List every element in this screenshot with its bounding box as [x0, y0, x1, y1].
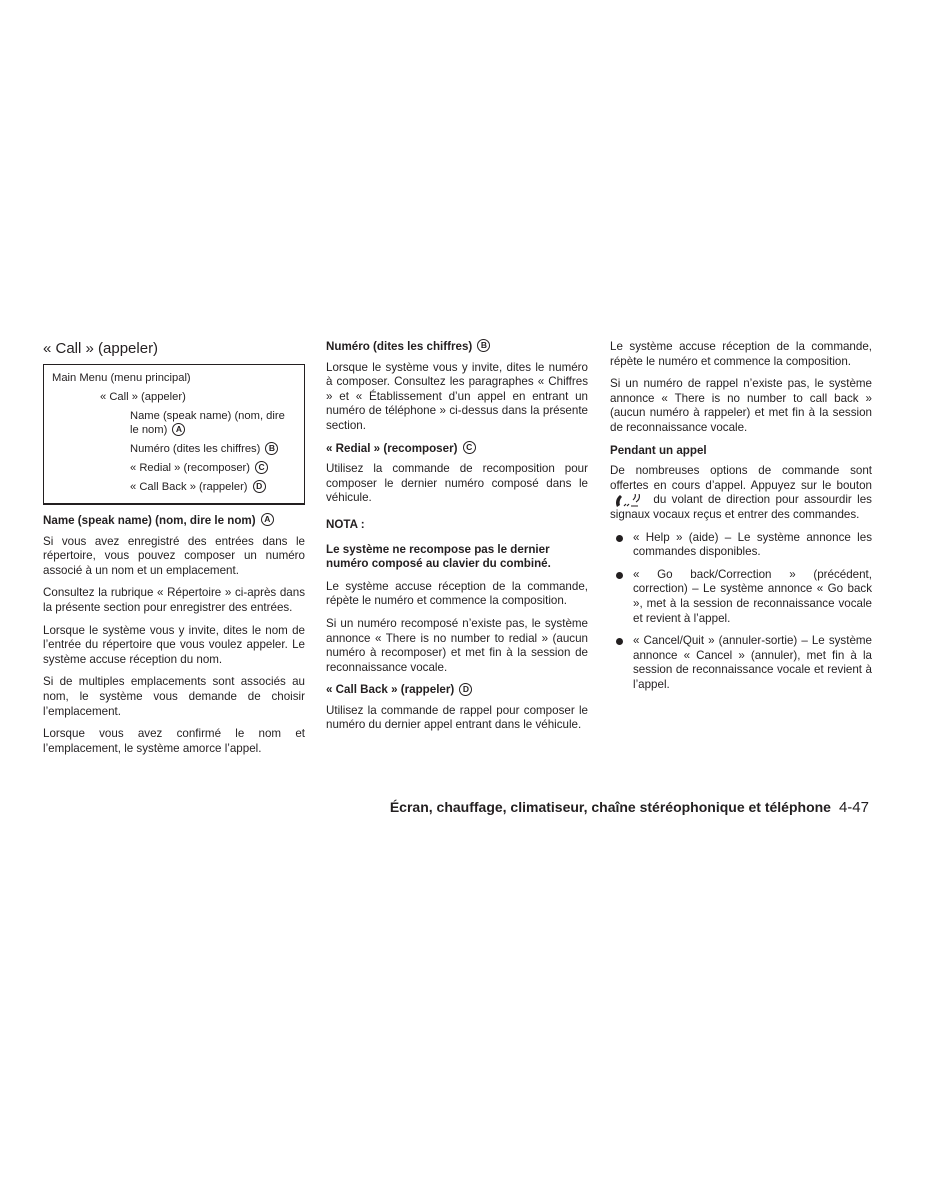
bullet-icon	[616, 572, 623, 579]
menu-item-number-label: Numéro (dites les chiffres)	[130, 443, 261, 455]
redial-heading	[326, 442, 588, 457]
during-call-heading: Pendant un appel	[610, 443, 707, 457]
menu-item-callback	[130, 480, 296, 494]
paragraph-part: du volant de direction pour assourdir les signaux vocaux reçus et entrer des commandes.	[610, 493, 872, 521]
paragraph: Utilisez la commande de rappel pour composer le numéro du dernier appel entrant dans le véhicule.	[326, 703, 588, 732]
page-footer	[390, 799, 869, 816]
section-title: « Call » (appeler)	[43, 340, 159, 357]
paragraph: Si vous avez enregistré des entrées dans le répertoire, vous pouvez composer un numéro associé à un nom et un emplacement.	[43, 534, 305, 577]
nota-heading: NOTA :	[326, 517, 365, 531]
column-2	[326, 340, 588, 741]
menu-item-main: Main Menu (menu principal)	[52, 372, 191, 384]
paragraph: Lorsque vous avez confirmé le nom et l’emplacement, le système amorce l’appel.	[43, 727, 305, 755]
bullet-text: « Cancel/Quit » (annuler-sortie) – Le système annonce « Cancel » (annuler), met fin à la session de reconnaissance vocale et revient à l’appel.	[633, 634, 872, 691]
bullet-item	[610, 531, 872, 560]
name-heading	[43, 514, 305, 529]
marker-a-icon: A	[172, 423, 185, 436]
paragraph-part: De nombreuses options de commande sont offertes en cours d’appel. Appuyez sur le bouton	[610, 464, 872, 492]
paragraph-with-icon	[610, 464, 872, 522]
paragraph: Lorsque le système vous y invite, dites le nom de l’entrée du répertoire que vous voulez appeler. Le système accuse réception du nom.	[43, 623, 305, 666]
paragraph: Si un numéro de rappel n’existe pas, le système annonce « There is no number to call back » (aucun numéro à rappeler) et met fin à la session de reconnaissance vocale.	[610, 377, 872, 434]
paragraph: Utilisez la commande de recomposition pour composer le dernier numéro composé dans le véhicule.	[326, 462, 588, 505]
column-3	[610, 340, 872, 700]
page-number: 4-47	[838, 799, 869, 816]
menu-item-redial	[130, 461, 296, 475]
number-heading	[326, 340, 588, 355]
menu-item-name	[130, 409, 296, 437]
bullet-text: « Go back/Correction » (précédent, correction) – Le système annonce « Go back », met à la session de reconnaissance vocale et revient à l’appel.	[633, 567, 872, 625]
marker-d-icon: D	[253, 480, 266, 493]
marker-b-icon: B	[477, 339, 490, 352]
bullet-text: « Help » (aide) – Le système annonce les commandes disponibles.	[633, 530, 872, 559]
menu-item-number	[130, 442, 296, 456]
menu-item-call: « Call » (appeler)	[100, 391, 186, 403]
redial-heading-text: « Redial » (recomposer)	[326, 441, 458, 455]
marker-d-icon: D	[459, 683, 472, 696]
bullet-icon	[616, 638, 623, 645]
paragraph: Lorsque le système vous y invite, dites le numéro à composer. Consultez les paragraphes « Chiffres » et « Établissement d’un appel en entrant un numéro de téléphone » ci-dessus dans la présente section.	[326, 360, 588, 432]
bullet-icon	[616, 535, 623, 542]
number-heading-text: Numéro (dites les chiffres)	[326, 340, 473, 353]
bullet-item	[610, 568, 872, 626]
paragraph: Le système accuse réception de la commande, répète le numéro et commence la composition.	[610, 340, 872, 368]
menu-item-callback-label: « Call Back » (rappeler)	[130, 481, 248, 493]
marker-b-icon: B	[265, 442, 278, 455]
column-1	[43, 340, 305, 764]
marker-c-icon: C	[463, 441, 476, 454]
callback-heading	[326, 683, 588, 698]
menu-tree-box	[43, 364, 305, 505]
name-heading-text: Name (speak name) (nom, dire le nom)	[43, 514, 256, 527]
chapter-title: Écran, chauffage, climatiseur, chaîne stéréophonique et téléphone	[389, 799, 831, 815]
menu-item-redial-label: « Redial » (recomposer)	[130, 462, 251, 474]
paragraph: Consultez la rubrique « Répertoire » ci-après dans la présente section pour enregistrer des entrées.	[43, 586, 305, 614]
callback-heading-text: « Call Back » (rappeler)	[326, 683, 455, 697]
marker-a-icon: A	[261, 513, 274, 526]
paragraph: Si de multiples emplacements sont associés au nom, le système vous demande de choisir l’emplacement.	[43, 675, 305, 718]
bullet-item	[610, 634, 872, 692]
nota-text: Le système ne recompose pas le dernier numéro composé au clavier du combiné.	[326, 542, 551, 571]
paragraph: Si un numéro recomposé n’existe pas, le système annonce « There is no number to redial » (aucun numéro à recomposer) et met fin à la session de reconnaissance vocale.	[326, 616, 588, 674]
menu-item-name-label: Name (speak name) (nom, dire le nom)	[130, 410, 285, 436]
marker-c-icon: C	[255, 461, 268, 474]
paragraph: Le système accuse réception de la commande, répète le numéro et commence la composition.	[326, 579, 588, 608]
phone-talk-icon	[614, 494, 644, 507]
